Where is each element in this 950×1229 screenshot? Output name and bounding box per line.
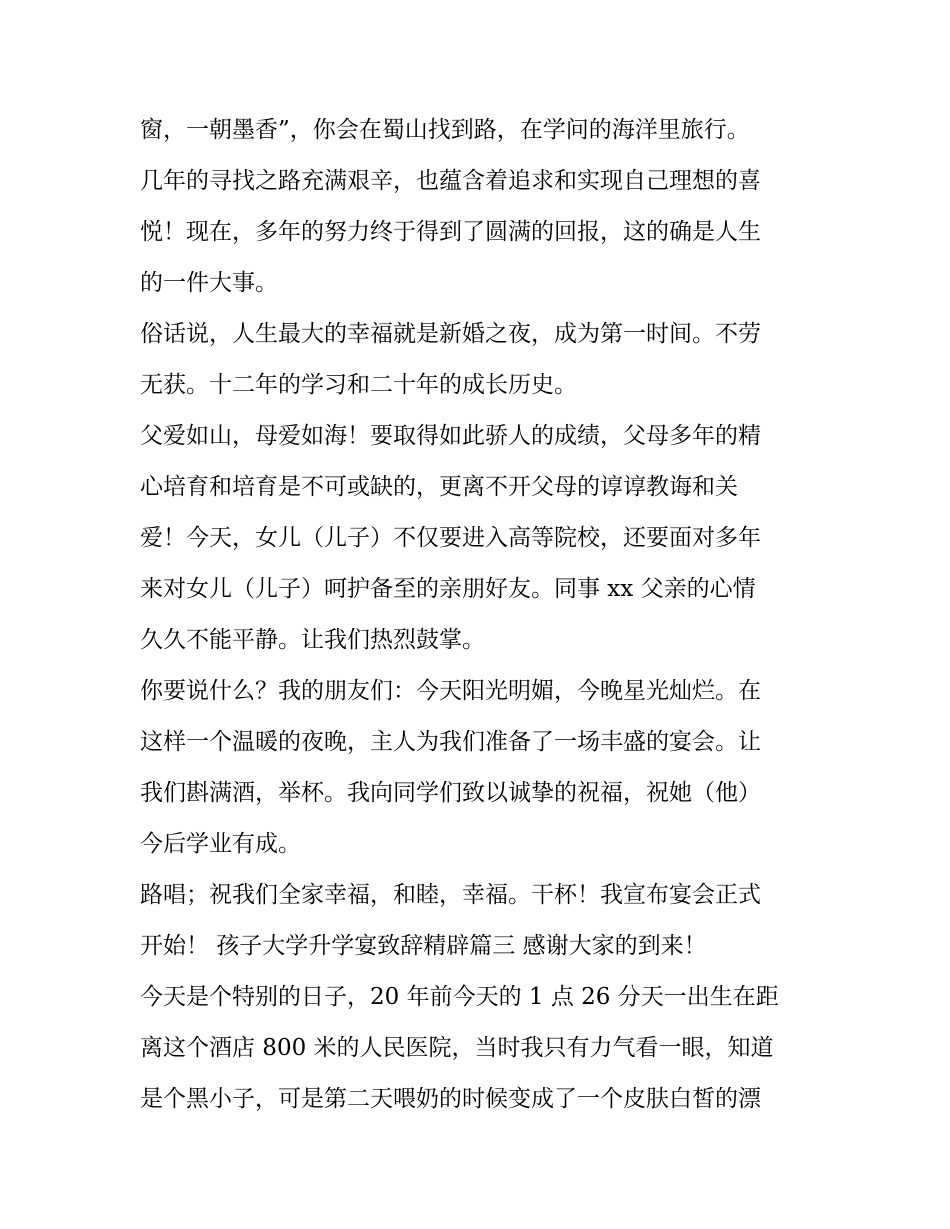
text-line: 我们斟满酒，举杯。我向同学们致以诚挚的祝福，祝她（他）: [140, 780, 761, 806]
text-line: 来对女儿（儿子）呵护备至的亲朋好友。同事 xx 父亲的心情: [140, 576, 756, 602]
text-line: 父爱如山，母爱如海！要取得如此骄人的成绩，父母多年的精: [140, 423, 761, 449]
text-line: 开始！ 孩子大学升学宴致辞精辟篇三 感谢大家的到来！: [140, 933, 707, 959]
text-line: 的一件大事。: [140, 270, 278, 296]
text-line: 今天是个特别的日子，20 年前今天的 1 点 26 分天一出生在距: [140, 984, 779, 1010]
text-line: 悦！现在，多年的努力终于得到了圆满的回报，这的确是人生: [140, 219, 761, 245]
text-line: 窗，一朝墨香”，你会在蜀山找到路，在学问的海洋里旅行。: [140, 117, 750, 143]
text-line: 无获。十二年的学习和二十年的成长历史。: [140, 372, 577, 398]
text-line: 这样一个温暖的夜晚，主人为我们准备了一场丰盛的宴会。让: [140, 729, 761, 755]
text-line: 是个黑小子，可是第二天喂奶的时候变成了一个皮肤白皙的漂: [140, 1086, 761, 1112]
text-line: 久久不能平静。让我们热烈鼓掌。: [140, 627, 485, 653]
text-line: 你要说什么？我的朋友们：今天阳光明媚，今晚星光灿烂。在: [140, 678, 761, 704]
text-line: 俗话说，人生最大的幸福就是新婚之夜，成为第一时间。不劳: [140, 321, 761, 347]
text-line: 爱！今天，女儿（儿子）不仅要进入高等院校，还要面对多年: [140, 525, 761, 551]
text-line: 路唱；祝我们全家幸福，和睦，幸福。干杯！我宣布宴会正式: [140, 882, 761, 908]
text-line: 今后学业有成。: [140, 831, 301, 857]
text-line: 心培育和培育是不可或缺的，更离不开父母的谆谆教诲和关: [140, 474, 738, 500]
text-line: 几年的寻找之路充满艰辛，也蕴含着追求和实现自己理想的喜: [140, 168, 761, 194]
document-body: [140, 105, 820, 1125]
text-line: 离这个酒店 800 米的人民医院，当时我只有力气看一眼，知道: [140, 1035, 774, 1061]
